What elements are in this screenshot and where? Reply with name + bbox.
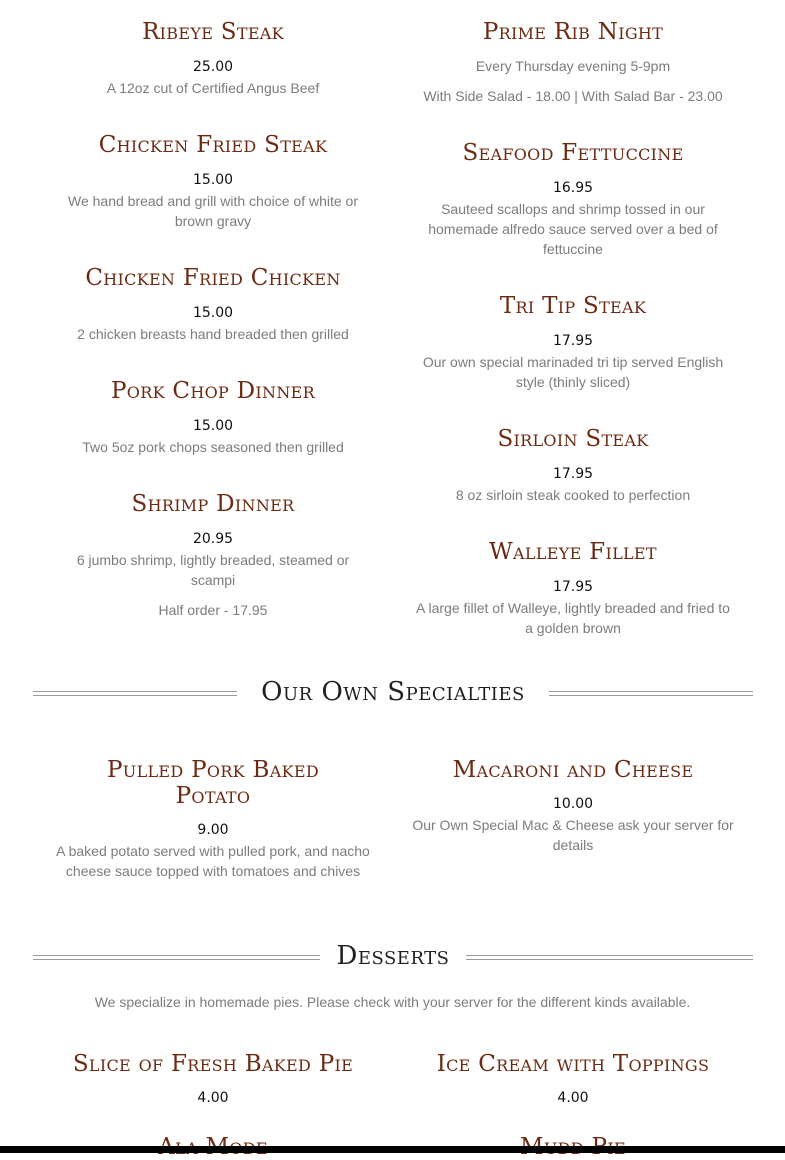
menu-item-name: Seafood Fettuccine [462,140,684,166]
menu-item-price: 15.00 [192,172,234,188]
menu-item-description: 2 chicken breasts hand breaded then grilled [77,326,349,342]
menu-item-description: A baked potato served with pulled pork, and nacho cheese sauce topped with tomatoes and chives [56,843,370,879]
menu-item-description: A 12oz cut of Certified Angus Beef [106,80,320,96]
menu-item-description: Our Own Special Mac & Cheese ask your server for details [412,817,734,853]
menu-item-price: 16.95 [552,180,594,196]
menu-item-price: 20.95 [192,531,234,547]
menu-item-name: Slice of Fresh Baked Pie [72,1051,354,1077]
section-title: Desserts [336,941,450,971]
menu-item-price: 15.00 [192,305,234,321]
section-title: Our Own Specialties [261,677,525,707]
menu-item-name: Ribeye Steak [142,19,284,45]
entrees-left-column [53,0,373,640]
menu-item-description: Two 5oz pork chops seasoned then grilled [82,439,344,455]
menu-item-name: Pork Chop Dinner [111,378,315,404]
menu-item-name: Ice Cream with Toppings [436,1051,710,1077]
menu-item-description: Sauteed scallops and shrimp tossed in our homemade alfredo sauce served over a bed of fettuccine [428,201,718,257]
menu-item-note: Half order - 17.95 [158,602,268,618]
dessert-item-right [393,1051,753,1151]
specialty-item-left [53,757,373,917]
menu-item-note: With Side Salad - 18.00 | With Salad Bar - 23.00 [423,88,723,104]
menu-item-name: Walleye Fillet [489,539,657,565]
menu-item-name: Sirloin Steak [497,426,649,452]
menu-item-name: Tri Tip Steak [499,293,647,319]
entrees-right-column [412,0,734,640]
menu-item-price: 17.95 [552,466,594,482]
menu-item-name: Prime Rib Night [482,19,664,45]
menu-item-price: 10.00 [552,796,594,812]
menu-item-name: Shrimp Dinner [131,491,295,517]
menu-item-description: 6 jumbo shrimp, lightly breaded, steamed or scampi [76,552,350,588]
dessert-item-left [33,1051,393,1151]
menu-item-price: 25.00 [192,59,234,75]
menu-item-price: 17.95 [552,333,594,349]
menu-item-description: 8 oz sirloin steak cooked to perfection [455,487,691,503]
menu-item-price: 9.00 [197,822,229,838]
menu-item-description: Every Thursday evening 5-9pm [475,58,671,74]
desserts-note: We specialize in homemade pies. Please check with your server for the different kinds available. [94,994,691,1010]
menu-item-name: Chicken Fried Chicken [85,265,341,291]
bottom-edge-bar [0,1146,785,1153]
menu-item-name: Chicken Fried Steak [98,132,328,158]
menu-item-description: We hand bread and grill with choice of white or brown gravy [67,193,358,229]
menu-item-description: A large fillet of Walleye, lightly breaded and fried to a golden brown [416,600,730,636]
menu-item-name: Macaroni and Cheese [452,757,694,783]
menu-item-price: 15.00 [192,418,234,434]
specialties-section-header [33,676,753,710]
menu-item-price: 17.95 [552,579,594,595]
menu-item-name: Pulled Pork Baked Potato [107,757,319,809]
menu-item-description: Our own special marinaded tri tip served English style (thinly sliced) [422,354,724,390]
menu-item-price: 4.00 [197,1090,229,1106]
menu-item-price: 4.00 [557,1090,589,1106]
desserts-section-header [33,940,753,974]
specialty-item-right [412,757,734,877]
